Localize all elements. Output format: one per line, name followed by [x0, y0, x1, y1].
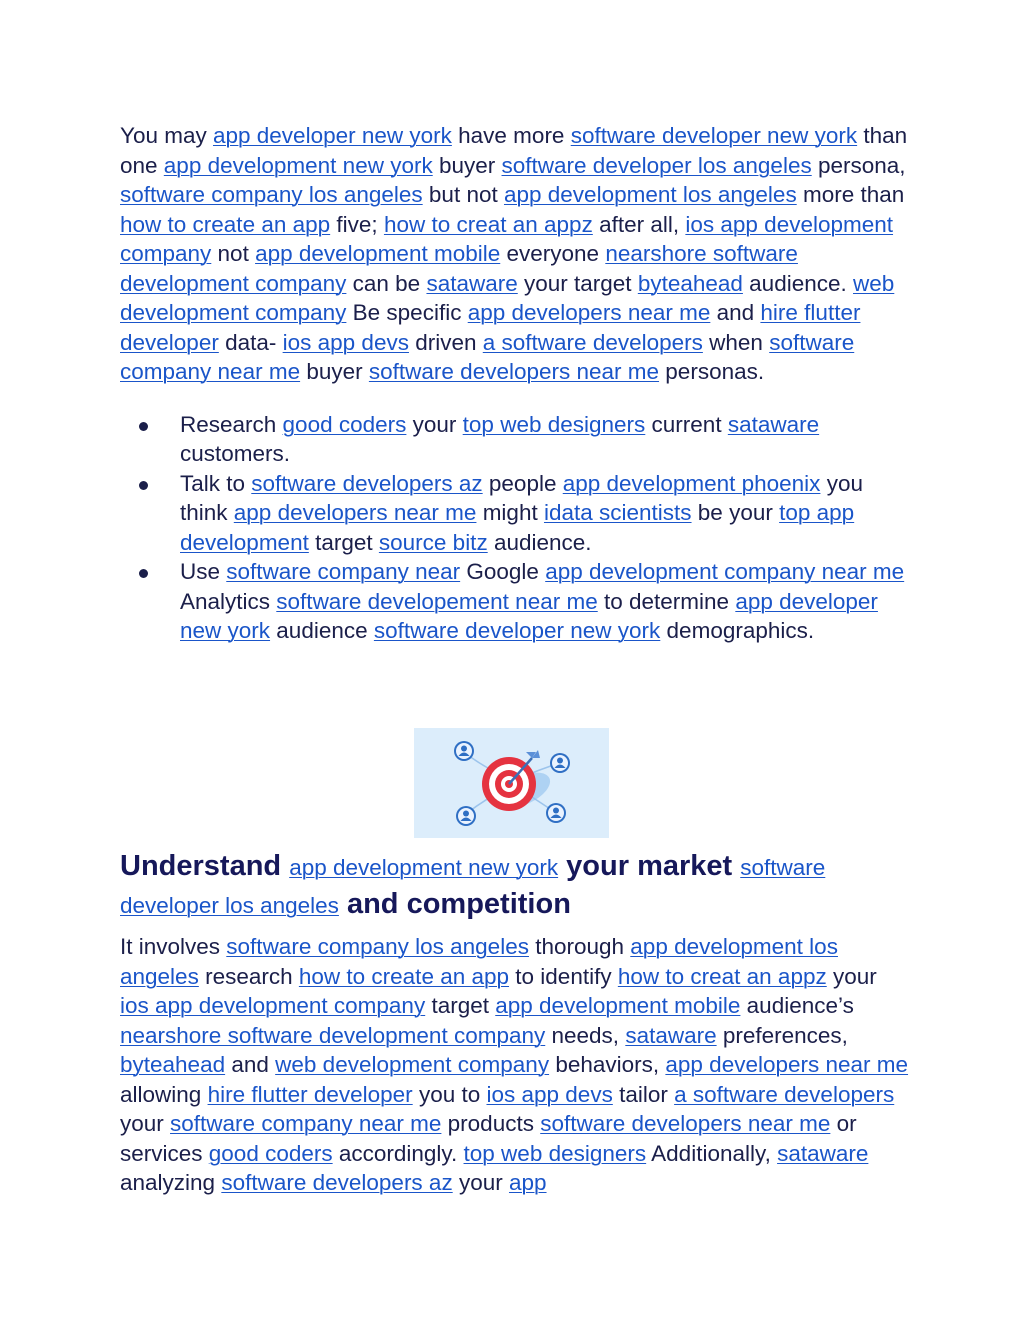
keyword-link[interactable]: app developers near me	[233, 500, 477, 525]
keyword-link[interactable]: software developement near me	[276, 588, 598, 614]
body-text: data-	[218, 329, 283, 355]
keyword-link[interactable]: top web designers	[463, 1140, 647, 1166]
keyword-link[interactable]: software company near	[226, 559, 461, 584]
body-text: Research	[180, 411, 283, 437]
keyword-link[interactable]: good coders	[282, 411, 407, 437]
body-text: your	[406, 411, 463, 437]
body-text: your	[826, 963, 877, 989]
body-text: target	[425, 993, 496, 1018]
body-text: current	[645, 411, 728, 437]
keyword-link[interactable]: how to creat an appz	[617, 963, 827, 989]
keyword-link[interactable]: app development mobile	[255, 241, 501, 266]
body-text: buyer	[300, 359, 369, 384]
keyword-link[interactable]: hire flutter developer	[120, 300, 861, 355]
keyword-link[interactable]: app development los angeles	[503, 182, 797, 207]
body-text: and	[710, 300, 761, 325]
target-with-people-icon	[414, 728, 609, 838]
body-text: behaviors,	[549, 1052, 666, 1077]
keyword-link[interactable]: app development new york	[289, 855, 559, 880]
keyword-link[interactable]: software developers az	[221, 1170, 453, 1195]
body-text: after all,	[592, 211, 686, 237]
bullet-text	[180, 559, 904, 643]
keyword-link[interactable]: software developer new york	[373, 618, 661, 643]
keyword-link[interactable]: ios app devs	[282, 329, 409, 355]
body-text: than one	[120, 123, 908, 178]
body-text: or services	[120, 1111, 857, 1166]
body-text: your market	[558, 850, 741, 882]
market-paragraph	[120, 932, 910, 1198]
body-text: but not	[422, 182, 504, 207]
body-text: audience.	[487, 529, 592, 555]
keyword-link[interactable]: app development new york	[163, 152, 433, 178]
keyword-link[interactable]: nearshore software development company	[120, 241, 798, 296]
keyword-link[interactable]: nearshore software development company	[120, 1022, 546, 1048]
keyword-link[interactable]: how to create an app	[120, 211, 331, 237]
keyword-link[interactable]: app developer new york	[180, 588, 878, 643]
body-text: people	[482, 470, 563, 496]
body-text: customers.	[180, 441, 291, 466]
body-text: research	[198, 963, 299, 989]
body-text: audience.	[742, 270, 854, 296]
body-text: Additionally,	[646, 1140, 778, 1166]
body-text: It involves	[120, 934, 227, 959]
body-text: buyer	[432, 152, 502, 178]
keyword-link[interactable]: app development mobile	[495, 993, 741, 1018]
keyword-link[interactable]: sataware	[727, 411, 820, 437]
keyword-link[interactable]: software developer new york	[570, 123, 858, 148]
keyword-link[interactable]: software developer los angeles	[120, 855, 826, 918]
keyword-link[interactable]: app developer new york	[212, 123, 452, 148]
person-avatar-icon	[454, 741, 474, 761]
body-text: you to	[412, 1081, 487, 1107]
document-page	[120, 121, 910, 1195]
keyword-link[interactable]: how to create an app	[298, 963, 510, 989]
body-text: You may	[120, 123, 213, 148]
bullet-item	[180, 469, 910, 558]
body-text: driven	[408, 329, 483, 355]
body-text: thorough	[528, 934, 631, 959]
body-text: your target	[517, 270, 638, 296]
body-text: preferences,	[716, 1022, 848, 1048]
intro-paragraph	[120, 121, 910, 387]
body-text: Understand	[120, 850, 290, 882]
body-text: have more	[451, 123, 571, 148]
body-text: everyone	[500, 241, 606, 266]
keyword-link[interactable]: byteahead	[637, 270, 743, 296]
keyword-link[interactable]: sataware	[426, 270, 518, 296]
bullet-item	[180, 410, 910, 469]
keyword-link[interactable]: top web designers	[462, 411, 646, 437]
body-text: and	[225, 1052, 276, 1077]
keyword-link[interactable]: good coders	[208, 1140, 333, 1166]
body-text: when	[702, 329, 770, 355]
body-text: audience	[270, 618, 374, 643]
keyword-link[interactable]: app developers near me	[467, 300, 711, 325]
body-text: allowing	[120, 1081, 208, 1107]
body-text: be your	[691, 500, 780, 525]
keyword-link[interactable]: software developers near me	[368, 359, 660, 384]
keyword-link[interactable]: a software developers	[674, 1081, 895, 1107]
body-text: can be	[346, 270, 427, 296]
body-text: accordingly.	[332, 1140, 464, 1166]
body-text: persona,	[811, 152, 906, 178]
bullet-item	[180, 557, 910, 646]
keyword-link[interactable]: app development company near me	[545, 559, 905, 584]
keyword-link[interactable]: app	[508, 1170, 547, 1195]
keyword-link[interactable]: ios app development company	[120, 993, 426, 1018]
keyword-link[interactable]: software company los angeles	[120, 182, 423, 207]
body-text: personas.	[659, 359, 765, 384]
keyword-link[interactable]: web development company	[275, 1052, 550, 1077]
body-text: Talk to	[180, 470, 252, 496]
keyword-link[interactable]: idata scientists	[543, 500, 692, 525]
keyword-link[interactable]: software company near me	[170, 1111, 442, 1136]
body-text: needs,	[545, 1022, 626, 1048]
keyword-link[interactable]: sataware	[625, 1022, 717, 1048]
keyword-link[interactable]: app development los angeles	[120, 934, 838, 989]
bullet-text	[180, 412, 819, 467]
target-audience-illustration	[414, 728, 609, 838]
keyword-link[interactable]: software developers near me	[540, 1111, 831, 1136]
keyword-link[interactable]: app developers near me	[665, 1052, 909, 1077]
keyword-link[interactable]: top app development	[180, 500, 855, 555]
body-text: Use	[180, 559, 227, 584]
keyword-link[interactable]: app development phoenix	[562, 470, 821, 496]
keyword-link[interactable]: hire flutter developer	[207, 1081, 413, 1107]
bullet-dot-icon	[139, 481, 148, 490]
body-text: audience’s	[740, 993, 854, 1018]
person-avatar-icon	[456, 806, 476, 826]
keyword-link[interactable]: ios app development company	[120, 211, 894, 266]
body-text: your	[452, 1170, 509, 1195]
body-text: Analytics	[180, 588, 277, 614]
body-text: analyzing	[120, 1170, 222, 1195]
keyword-link[interactable]: ios app devs	[486, 1081, 613, 1107]
body-text: to determine	[597, 588, 736, 614]
keyword-link[interactable]: a software developers	[482, 329, 703, 355]
keyword-link[interactable]: software company near me	[120, 329, 855, 384]
body-text: and competition	[338, 888, 571, 920]
person-avatar-icon	[550, 753, 570, 773]
body-text: products	[441, 1111, 541, 1136]
keyword-link[interactable]: source bitz	[378, 529, 488, 555]
body-text: five;	[330, 211, 384, 237]
body-text: your	[120, 1111, 171, 1136]
research-bullet-list	[120, 410, 910, 646]
body-text: you think	[180, 470, 863, 525]
body-text: more than	[796, 182, 905, 207]
keyword-link[interactable]: byteahead	[120, 1052, 226, 1077]
body-text: demographics.	[660, 618, 815, 643]
body-text: might	[476, 500, 544, 525]
body-text: to identify	[509, 963, 618, 989]
body-text: Be specific	[346, 300, 468, 325]
bullet-dot-icon	[139, 569, 148, 578]
keyword-link[interactable]: software developer los angeles	[501, 152, 812, 178]
keyword-link[interactable]: software developers az	[251, 470, 483, 496]
keyword-link[interactable]: how to creat an appz	[383, 211, 593, 237]
body-text: tailor	[612, 1081, 675, 1107]
keyword-link[interactable]: software company los angeles	[226, 934, 529, 959]
body-text: Google	[460, 559, 546, 584]
keyword-link[interactable]: sataware	[777, 1140, 869, 1166]
section-heading	[120, 848, 910, 924]
person-avatar-icon	[546, 803, 566, 823]
bullet-text	[180, 471, 863, 555]
body-text: not	[211, 241, 256, 266]
keyword-link[interactable]: web development company	[120, 270, 895, 325]
bullet-dot-icon	[139, 422, 148, 431]
body-text: target	[308, 529, 379, 555]
